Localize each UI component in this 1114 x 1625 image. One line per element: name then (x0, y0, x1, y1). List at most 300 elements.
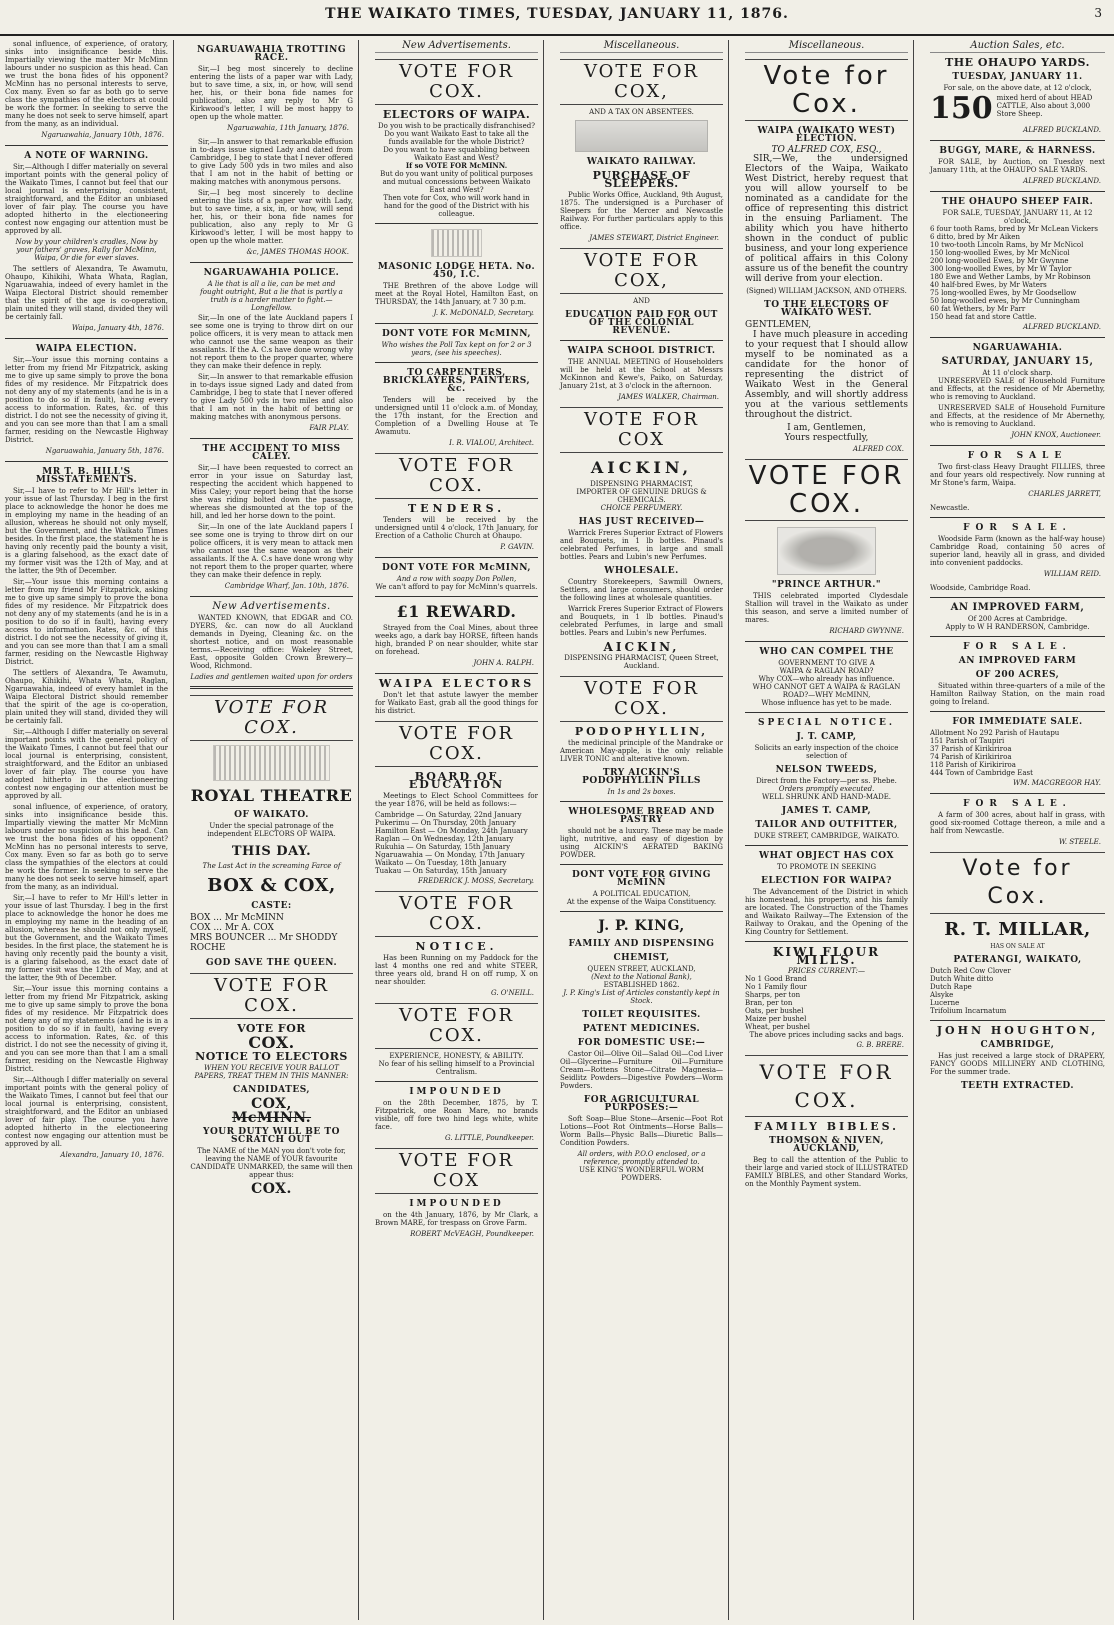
sheep-row: 200 long-woolled Ewes, by Mr Gwynne (930, 257, 1069, 265)
letter-text: Sir,—In one of the late Auckland papers I see some one is trying to throw dirt on our police officers, it is very mean to attack men who cannot use the same weapon as their assailants. If the A. C.s have done wrong why not report them to the proper quarter, where they can make their defence in reply. (190, 523, 353, 579)
requisition-addressee: TO ALFRED COX, ESQ., (771, 145, 882, 155)
ad-text: WELL SHRUNK AND HAND-MADE. (761, 793, 892, 801)
requisition-signature: (Signed) WILLIAM JACKSON, AND OTHERS. (746, 287, 907, 295)
impounded-heading: IMPOUNDED (409, 1087, 504, 1097)
ad-signature: WM. MACGREGOR HAY. (1012, 779, 1101, 787)
letter-text: Sir,—Your issue this morning contains a letter from my friend Mr Fitzpatrick, asking me to give up same simply to prove the bona fides of my residence. Mr Fitzpatrick does not deny any of my statements (and he is in a position to do so if in fault), having every access to information. Rates, &c. of this district. I do not see the necessity of giving it, and you can see more than that I am a small farmer, residing on the Newcastle Highway District. (5, 578, 168, 666)
question: If so VOTE FOR McMINN. (405, 161, 508, 170)
ad-text: The above prices including sacks and bags. (749, 1031, 904, 1039)
theatre-date: THIS DAY. (231, 844, 312, 859)
ad-text: WANTED KNOWN, that EDGAR and CO. DYERS, &c. can now do all Auckland demands in Dyeing, Cleaning &c. on the shortest notice, and on most reasonable terms.—Receiving office: Wakeley Street, East, opposite Golden Crown Brewery—Wood, Richmond. (190, 614, 353, 670)
quote: A lie that is all a lie, can be met and fought outright, But a lie that is partly a truth is a harder matter to fight.—Longfellow. (200, 280, 343, 312)
board-row: Pukerimu — On Thursday, 20th January (375, 819, 516, 827)
question: Do you wish to be practically disfranchised? (378, 122, 535, 130)
for-sale-heading: FOR SALE. (963, 523, 1072, 533)
allotment-row: 118 Parish of Kirikiriroa (930, 761, 1016, 769)
ad-signature: JOHN A. RALPH. (473, 659, 534, 667)
ad-text: At the expense of the Waipa Constituency. (566, 898, 717, 906)
notice-instructions: The NAME of the MAN you don't vote for, leaving the NAME of YOUR favourite CANDIDATE UNMARKED, the same will then appear thus: (190, 1147, 353, 1179)
letter-signature: FAIR PLAY. (309, 424, 349, 432)
theatre-play: BOX & COX, (207, 875, 336, 896)
ad-text: And a row with soapy Don Pollen, (396, 575, 517, 583)
question: But do you want unity of political purposes and mutual concessions between Waikato East and West? (380, 170, 533, 194)
for-sale-heading: FOR SALE. (963, 799, 1072, 809)
letter-signature: Cambridge Wharf, Jan. 10th, 1876. (224, 582, 349, 590)
cast-row: COX ... Mr A. COX (190, 923, 274, 933)
ad-text: UNRESERVED SALE of Household Furniture and Effects, at the residence of Mr Abernethy, who is removing to Auckland. (930, 404, 1105, 428)
letter-signature: Ngaruawahia, 11th January, 1876. (227, 124, 349, 132)
ad-text: Of 200 Acres at Cambridge. (967, 615, 1068, 623)
divider (560, 801, 723, 802)
letter-signature: Alexandra, January 10, 1876. (60, 1151, 164, 1159)
theatre-subtitle: OF WAIKATO. (234, 810, 309, 820)
sale-date: SATURDAY, JANUARY 15, (941, 356, 1094, 367)
theatre-caste: CASTE: (251, 901, 292, 911)
school-heading: WAIPA SCHOOL DISTRICT. (567, 346, 716, 356)
column-6 (925, 40, 1110, 1620)
vote-for-cox-banner: Vote for Cox. (745, 59, 908, 121)
divider (375, 1081, 538, 1082)
reply-closing: Yours respectfully, (784, 433, 869, 443)
ad-text: No fear of his selling himself to a Provincial Centralism. (378, 1060, 535, 1076)
camp-heading: JAMES T. CAMP, (781, 806, 872, 816)
buggy-heading: BUGGY, MARE, & HARNESS. (939, 146, 1096, 156)
ad-text: Woodside Farm (known as the half-way house) Cambridge Road, containing 50 acres of superior land, heavily all in grass, and divided into convenient paddocks. (930, 535, 1105, 567)
allotment-row: Allotment No 292 Parish of Hautapu (930, 729, 1060, 737)
divider (190, 686, 353, 689)
domestic-heading: FOR DOMESTIC USE:— (577, 1038, 706, 1048)
tenders-heading: TENDERS. (407, 502, 506, 515)
special-notice-heading: SPECIAL NOTICE. (757, 718, 896, 728)
reward-heading: £1 REWARD. (396, 602, 517, 621)
section-head: New Advertisements. (212, 601, 331, 612)
ad-location: Woodside, Cambridge Road. (930, 584, 1031, 592)
reply-salutation: GENTLEMEN, (745, 320, 812, 330)
ad-text: Warrick Freres Superior Extract of Flowers and Bouquets, in 1 lb bottles. Pinaud's celebrated Perfumes, in large and small bottles. Pears and Lubin's new Perfumes. (560, 605, 723, 637)
divider (930, 636, 1105, 637)
divider (5, 461, 168, 462)
board-row: Rukuhia — On Saturday, 15th January (375, 843, 511, 851)
theatre-tagline: The Last Act in the screaming Farce of (202, 862, 341, 870)
ad-signature: JOHN KNOX, Auctioneer. (1011, 431, 1101, 439)
notice-heading: NOTICE TO ELECTORS (195, 1050, 348, 1063)
reply-text: I have much pleasure in acceding to your request that I should allow myself to be nominated as a candidate for the honor of representing the district of Waikato West in the General Assembly, and will shortly address you at the various settlements throughout the district. (745, 330, 908, 420)
divider (930, 445, 1105, 446)
patent-heading: PATENT MEDICINES. (582, 1024, 701, 1034)
ad-signature: G. B. BRERE. (856, 1041, 904, 1049)
ad-text: Castor Oil—Olive Oil—Salad Oil—Cod Liver Oil—Glycerine—Furniture Oil—Furniture Cream—Rottens Stone—Citrate Magnesia—Seidlitz Powders—Digestive Powders—Worm Powders. (560, 1050, 723, 1090)
dont-vote-heading: DONT VOTE FOR McMINN, (381, 329, 532, 339)
ad-text: USE KING'S WONDERFUL WORM POWDERS. (579, 1166, 704, 1182)
ad-text: on the 28th December, 1875, by T. Fitzpatrick, one Roan Mare, no brands visible, off fore two hind legs white, white face. (375, 1099, 538, 1131)
notice-text: WHEN YOU RECEIVE YOUR BALLOT PAPERS, TREAT THEM IN THIS MANNER: (194, 1064, 349, 1080)
column-5 (740, 40, 914, 1620)
scratch-heading: YOUR DUTY WILL BE TO SCRATCH OUT (203, 1127, 340, 1145)
ad-text: J. P. King's List of Articles constantly kept in Stock. (563, 989, 720, 1005)
divider (745, 641, 908, 642)
ad-text: At 11 o'clock sharp. (982, 369, 1053, 377)
crest-ornament (213, 745, 329, 781)
ad-text: For sale, on the above date, at 12 o'clock, (943, 84, 1092, 92)
for-sale-heading: FOR SALE (967, 451, 1068, 461)
train-illustration (575, 120, 707, 152)
letter-text: Sir,—In answer to that remarkable effusion in to-days issue signed Lady and dated from Cambridge, I beg to state that I never offered to give Lady 500 yds in two miles and also that I am not in the habit of betting or making matches with anonymous persons. (190, 138, 353, 186)
ad-text: Country Storekeepers, Sawmill Owners, Settlers, and large consumers, should order the following lines at wholesale quantities. (560, 578, 723, 602)
letter-text: Sir,—Although I differ materially on several important points with the general policy of the Waikato Times, I cannot but feel that our local journal is enterprising, consistent, straightforward, and the Editor an unbiased lover of fair play. The course you have adopted hitherto in the electioneering contest now engaging our attention must be approved by all. (5, 163, 168, 235)
sheep-heading: THE OHAUPO SHEEP FAIR. (941, 197, 1094, 207)
ad-text: Apply to W H RANDERSON, Cambridge. (945, 623, 1090, 631)
column-heading: Auction Sales, etc. (930, 42, 1105, 53)
ad-signature: W. STEELE. (1058, 838, 1101, 846)
ad-subheading: THOMSON & NIVEN, AUCKLAND, (768, 1136, 885, 1154)
ad-text: QUEEN STREET, AUCKLAND, (587, 965, 696, 973)
education-heading: EDUCATION PAID FOR OUT OF THE COLONIAL REVENUE. (565, 310, 718, 336)
ad-text: TO PROMOTE IN SEEKING (776, 863, 877, 871)
ad-text: Beg to call the attention of the Public to their large and varied stock of ILLUSTRATED FAMILY BIBLES, and other Standard Works, on the Monthly Payment system. (745, 1156, 908, 1188)
ad-text: Orders promptly executed. (778, 785, 875, 793)
vote-for-cox-banner: VOTE FOR COX. (375, 721, 538, 767)
ad-text: DUKE STREET, CAMBRIDGE, WAIKATO. (753, 832, 900, 840)
verse: Now by your children's cradles, Now by your fathers' graves, Rally for McMinn, Waipa, Or die for ever slaves. (15, 238, 158, 262)
ad-text: A farm of 300 acres, about half in grass, with good six-roomed Cottage thereon, a mile and a half from Newcastle. (930, 811, 1105, 835)
allotment-row: 151 Parish of Taupiri (930, 737, 1005, 745)
reply-heading: TO THE ELECTORS OF WAIKATO WEST. (764, 300, 889, 318)
letter-text: Sir,—Your issue this morning contains a letter from my friend Mr Fitzpatrick, asking me to give up same simply to prove the bona fides of my residence. Mr Fitzpatrick does not deny any of my statements (and he is in a position to do so if in fault), having every access to information. Rates, &c. of this district. I do not see the necessity of giving it, and you can see more than that I am a small farmer, residing on the Newcastle Highway District. (5, 356, 168, 444)
ad-text: Direct from the Factory—per ss. Phebe. (756, 777, 897, 785)
divider (745, 941, 908, 942)
ad-signature: ALFRED BUCKLAND. (1023, 323, 1101, 331)
tailor-heading: TAILOR AND OUTFITTER, (755, 820, 898, 830)
divider (930, 517, 1105, 518)
sheep-row: 75 long-woolled Ewes, by Mr Goodsellow (930, 289, 1077, 297)
kiwi-heading: KIWI FLOUR MILLS. (772, 945, 881, 967)
ad-signature: FREDERICK J. MOSS, Secretary. (417, 877, 534, 885)
letter-text: Sir,—I have to refer to Mr Hill's letter in your issue of last Thursday. I beg in the first place to acknowledge the honor he does me in employing my name in the heading of an allusion, whereas he should not only myself, but the Government, and the Waikato Times besides. In the first place, the statement he is having only recently paid the bounty a visit, is a glaring falsehood, as the exact date of my former visit was the 12th of May, and at the latter, the 9th of December. (5, 487, 168, 575)
column-2 (185, 40, 359, 1620)
ad-text: Has just received a large stock of DRAPERY, FANCY GOODS MILLINERY AND CLOTHING, For the summer trade. (930, 1052, 1105, 1076)
dont-vote-heading: DONT VOTE FOR McMINN, (381, 563, 532, 573)
letter-signature: Waipa, January 4th, 1876. (71, 324, 164, 332)
stallion-heading: "PRINCE ARTHUR." (771, 580, 882, 590)
ad-text: UNRESERVED SALE of Household Furniture and Effects, at the residence of Mr Abernethy, who is removing to Auckland. (930, 377, 1105, 401)
vote-for-cox-banner: Vote for Cox. (930, 852, 1105, 914)
divider (745, 712, 908, 713)
vote-for-cox-banner: VOTE FOR COX, (560, 59, 723, 105)
farm-heading: AN IMPROVED FARM (958, 656, 1077, 666)
ad-text: WAIPA & RAGLAN ROAD? (779, 667, 874, 675)
candidate-mcminn: McMINN. (231, 1110, 312, 1126)
prices-heading: PRICES CURRENT:— (787, 967, 866, 975)
who-heading: WHO CAN COMPEL THE (759, 647, 894, 657)
ad-text: AND A TAX ON ABSENTEES. (589, 108, 694, 116)
ad-text: IMPORTER OF GENUINE DRUGS & CHEMICALS. (576, 488, 707, 504)
carpenters-heading: TO CARPENTERS, BRICKLAYERS, PAINTERS, &c. (382, 368, 531, 394)
tweeds-heading: NELSON TWEEDS, (775, 765, 878, 775)
cox-label: COX. (248, 1033, 295, 1052)
seed-row: Lucerne (930, 999, 960, 1007)
ad-text: Situated within three-quarters of a mile of the Hamilton Railway Station, on the main road going to Ireland. (930, 682, 1105, 706)
board-row: Hamilton East — On Monday, 24th January (375, 827, 528, 835)
requisition-heading: WAIPA (WAIKATO WEST) ELECTION. (757, 126, 896, 144)
page-number: 3 (1094, 6, 1102, 20)
ad-text: FOR SALE, TUESDAY, JANUARY 11, At 12 o'clock, (942, 209, 1093, 225)
divider (745, 845, 908, 846)
toilet-heading: TOILET REQUISITES. (582, 1010, 701, 1020)
ad-text: THE ANNUAL MEETING of Householders will be held at the School at Messrs McKinnon and Kewe's, Paiko, on Saturday, January 21st, at 3 o'clock in the afternoon. (560, 358, 723, 390)
divider (930, 793, 1105, 794)
ad-text: Strayed from the Coal Mines, about three weeks ago, a dark bay HORSE, fifteen hands high, branded P on near shoulder, white star on forehead. (375, 624, 538, 656)
page-title: THE WAIKATO TIMES, TUESDAY, JANUARY 11, 1876. (325, 6, 789, 22)
divider (5, 338, 168, 339)
vote-for-cox-banner: VOTE FOR COX. (375, 1003, 538, 1049)
column-heading: New Advertisements. (375, 42, 538, 53)
bibles-heading: FAMILY BIBLES. (754, 1120, 899, 1133)
sheep-row: 60 fat Wethers, by Mr Parr (930, 305, 1026, 313)
sleepers-heading: PURCHASE OF SLEEPERS. (592, 169, 691, 190)
teeth-heading: TEETH EXTRACTED. (960, 1081, 1075, 1091)
ad-text: Has been Running on my Paddock for the last 4 months one red and white STEER, three years old, brand H on off rump, X on near shoulder. (375, 954, 538, 986)
price-row: No 1 Good Brand (745, 975, 807, 983)
divider (930, 337, 1105, 338)
ad-text: Soft Soap—Blue Stone—Arsenic—Foot Rot Lotions—Foot Rot Ointments—Horse Balls—Worm Balls—Physic Balls—Diuretic Balls—Condition Powders. (560, 1115, 723, 1147)
ad-text: Whose influence has yet to be made. (761, 699, 892, 707)
sheep-row: 300 long-woolled Ewes, by Mr W Taylor (930, 265, 1072, 273)
ad-subheading: FAMILY AND DISPENSING (568, 939, 715, 949)
ad-text: mixed herd of about HEAD CATTLE, Also about 3,000 Store Sheep. (996, 94, 1093, 118)
masthead (0, 0, 1114, 36)
seed-row: Dutch White ditto (930, 975, 994, 983)
letter-text: The settlers of Alexandra, Te Awamutu, Ohaupo, Kihikihi, Whata Whata, Raglan, Ngaruawahia, indeed of every hamlet in the Waipa Electoral District should remember that the spirit of the age is co-operation, plain united they will stand, divided they will be certainly fall. (5, 669, 168, 725)
camp-heading: J. T. CAMP, (796, 732, 857, 742)
millar-heading: R. T. MILLAR, (944, 919, 1091, 940)
price-row: Wheat, per bushel (745, 1023, 810, 1031)
divider (930, 711, 1105, 712)
reply-closing: I am, Gentlemen, (787, 423, 866, 433)
divider (375, 596, 538, 597)
divider (5, 145, 168, 146)
vote-for-cox-banner: VOTE FOR COX. (375, 59, 538, 105)
masonic-heading: MASONIC LODGE HETA. No. 450, I.C. (377, 262, 536, 280)
railway-heading: WAIKATO RAILWAY. (586, 157, 697, 167)
divider (930, 1020, 1105, 1021)
sheep-row: 6 ditto, bred by Mr Aiken (930, 233, 1020, 241)
ad-text: Two first-class Heavy Draught FILLIES, three and four years old respectively. Now running at Mr Stone's farm, Waipa. (930, 463, 1105, 487)
ad-text: We can't afford to pay for McMinn's quarrels. (375, 583, 538, 591)
ad-text: AND (633, 297, 650, 305)
vote-for-cox-banner: VOTE FOR COX. (375, 453, 538, 499)
farm-heading: OF 200 ACRES, (975, 670, 1060, 680)
headline-waipa-election: WAIPA ELECTION. (35, 344, 138, 354)
for-sale-heading: FOR SALE. (963, 642, 1072, 652)
ad-text: All orders, with P.O.O enclosed, or a reference, promptly attended to. (577, 1150, 706, 1166)
ad-text: DISPENSING PHARMACIST, (590, 480, 693, 488)
ad-text: THE Brethren of the above Lodge will meet at the Royal Hotel, Hamilton East, on THURSDAY, the 14th January, at 7 30 p.m. (375, 282, 538, 306)
impounded-heading: IMPOUNDED (409, 1199, 504, 1209)
ad-location: Newcastle. (930, 504, 970, 512)
vote-for-cox-banner: VOTE FOR COX. (745, 1055, 908, 1117)
notice-heading: NOTICE. (415, 940, 498, 953)
ad-signature: J. K. McDONALD, Secretary. (433, 309, 534, 317)
requisition-text: SIR,—We, the undersigned Electors of the Waipa, Waikato West District, hereby request that you will allow yourself to be nominated as a candidate for the office of representing this district in the ensuing Parliament. The ability which you have hitherto shown in the conduct of public business, and your long experience of political affairs in this Colony assure us of the benefit the country will derive from your election. (745, 154, 908, 284)
price-row: No 1 Family flour (745, 983, 807, 991)
ad-text: HAS ON SALE AT (990, 943, 1045, 950)
ad-text: Tenders will be received by the undersigned until 11 o'clock a.m. of Monday, the 17th instant, for the Erection and Completion of a Dwelling House at Te Awamutu. (375, 396, 538, 436)
divider (930, 140, 1105, 141)
ad-signature: G. LITTLE, Poundkeeper. (445, 1134, 534, 1142)
divider (375, 673, 538, 674)
vote-for-cox-banner: VOTE FOR COX, (560, 248, 723, 294)
ad-text: In 1s and 2s boxes. (607, 788, 676, 796)
headline-police: NGARUAWAHIA POLICE. (203, 268, 340, 278)
letter-text: sonal influence, of experience, of oratory, sinks into insignificance beside this. Impartially viewing the matter Mr McMinn labours under no suspicion as this head. Can we trust the bona fides of his opponent? McMinn has no personal interests to serve, Cox many. Even so far as both go to serve class the sympathies of the electors at could be work the former. In seeking to serve the many he does not seek to serve himself, apart from the many, as an individual. (5, 40, 168, 128)
allotment-row: 74 Parish of Kirikiriroa (930, 753, 1012, 761)
board-heading: BOARD OF EDUCATION (408, 770, 505, 791)
ad-signature: JAMES WALKER, Chairman. (618, 393, 719, 401)
ad-signature: ROBERT McVEAGH, Poundkeeper. (410, 1230, 534, 1238)
cattle-count: 150 (930, 94, 993, 124)
vote-for-cox-banner: VOTE FOR COX. (190, 695, 353, 741)
ad-text: Why COX—who already has influence. (758, 675, 895, 683)
letter-text: Sir,—Although I differ materially on several important points with the general policy of the Waikato Times, I cannot but feel that our local journal is enterprising, consistent, straightforward, and the Editor an unbiased lover of fair play. The course you have adopted hitherto in the electioneering contest now engaging our attention must be approved by all. (5, 1076, 168, 1148)
letter-text: Sir,—Your issue this morning contains a letter from my friend Mr Fitzpatrick, asking me to give up same simply to prove the bona fides of my residence. Mr Fitzpatrick does not deny any of my statements (and he is in a position to do so if in fault), having every access to information. Rates, &c. of this district. I do not see the necessity of giving it, and you can see more than that I am a small farmer, residing on the Newcastle Highway District. (5, 985, 168, 1073)
divider (560, 864, 723, 865)
ad-signature: G. O'NEILL. (491, 989, 534, 997)
ad-text: should not be a luxury. These may be made light, nutritive, and easy of digestion by using AICKIN'S AERATED BAKING POWDER. (560, 827, 723, 859)
ad-text: DISPENSING PHARMACIST, Queen Street, Auckland. (564, 654, 719, 670)
price-row: Maize per bushel (745, 1015, 807, 1023)
cattle-block (930, 94, 1105, 124)
seed-row: Dutch Rape (930, 983, 972, 991)
vote-for-cox-banner: VOTE FOR COX (375, 1148, 538, 1194)
divider (930, 191, 1105, 192)
price-row: Oats, per bushel (745, 1007, 804, 1015)
yards-heading: THE OHAUPO YARDS. (945, 56, 1090, 69)
divider (375, 557, 538, 558)
sheep-row: 150 long-woolled Ewes, by Mr McNicol (930, 249, 1070, 257)
agri-heading: FOR AGRICULTURAL PURPOSES:— (583, 1095, 700, 1113)
aickin-heading: AICKIN, (590, 458, 693, 477)
houghton-heading: JOHN HOUGHTON, (936, 1024, 1099, 1037)
ad-text: Don't let that astute lawyer the member for Waikato East, grab all the good things for his district. (375, 691, 538, 715)
letter-signature: Ngaruawahia, January 10th, 1876. (41, 131, 164, 139)
column-heading: Miscellaneous. (745, 42, 908, 53)
price-row: Sharps, per ton (745, 991, 801, 999)
candidates-heading: CANDIDATES, (232, 1085, 311, 1095)
electors-heading: ELECTORS OF WAIPA. (382, 108, 531, 121)
headline-note-of-warning: A NOTE OF WARNING. (24, 151, 149, 161)
masonic-emblem (431, 229, 482, 257)
board-row: Tuakau — On Saturday, 15th January (375, 867, 507, 875)
board-row: Waikato — On Tuesday, 18th January (375, 859, 507, 867)
ad-signature: JAMES STEWART, District Engineer. (589, 234, 719, 242)
ad-subheading: TRY AICKIN'S PODOPHYLLIN PILLS (582, 768, 701, 786)
letter-text: Sir,—I beg most sincerely to decline entering the lists of a paper war with Lady, but to save time, a six, in, or how, will send her, his, or their bona fide names for publication, also any reply to Mr G Kirkwood's letter, I will be most happy to open up the whole matter. (190, 65, 353, 121)
letter-text: Sir,—Although I differ materially on several important points with the general policy of the Waikato Times, I cannot but feel that our local journal is enterprising, consistent, straightforward, and the Editor an unbiased lover of fair play. The course you have adopted hitherto in the electioneering contest now engaging our attention must be approved by all. (5, 728, 168, 800)
ad-text: WHO CANNOT GET A WAIPA & RAGLAN ROAD?—WHY McMINN, (752, 683, 901, 699)
farm-heading: AN IMPROVED FARM, (950, 602, 1085, 613)
immediate-sale-heading: FOR IMMEDIATE SALE. (952, 717, 1083, 727)
ad-subheading: CAMBRIDGE, (980, 1040, 1055, 1050)
sheep-row: 10 two-tooth Lincoln Rams, by Mr McNicol (930, 241, 1084, 249)
object-heading: ELECTION FOR WAIPA? (761, 876, 892, 886)
letter-text: sonal influence, of experience, of oratory, sinks into insignificance beside this. Impartially viewing the matter Mr McMinn labours under no suspicion as this head. Can we trust the bona fides of his opponent? McMinn has no personal interests to serve, Cox many. Even so far as both go to serve class the sympathies of the electors at could be work the former. In seeking to serve the many he does not seek to serve himself, apart from the many, as an individual. (5, 803, 168, 891)
letter-signature: Ngaruawahia, January 5th, 1876. (45, 447, 164, 455)
ad-text: Tenders will be received by the undersigned until 4 o'clock, 17th January, for Erection of a Catholic Church at Ohaupo. (375, 516, 538, 540)
ad-subheading: HAS JUST RECEIVED— (578, 517, 705, 527)
ad-text: Solicits an early inspection of the choice selection of (754, 744, 899, 760)
sheep-row: 40 half-bred Ewes, by Mr Waters (930, 281, 1047, 289)
sheep-row: 6 four tooth Rams, bred by Mr McLean Vickers (930, 225, 1098, 233)
divider (375, 323, 538, 324)
ad-text: ESTABLISHED 1862. (603, 981, 680, 989)
divider (190, 596, 353, 597)
object-heading: WHAT OBJECT HAS COX (759, 851, 894, 861)
ad-text: Who wishes the Poll Tax kept on for 2 or 3 years, (see his speeches). (381, 341, 532, 357)
divider (560, 340, 723, 341)
column-4 (555, 40, 729, 1620)
letter-text: Sir,—I beg most sincerely to decline entering the lists of a paper war with Lady, but to save time, a six, in, or how, will send her, his, or their bona fide names for publication, also any reply to Mr G Kirkwood's letter, I will be most happy to open up the whole matter. (190, 189, 353, 245)
board-row: Ngaruawahia — On Monday, 17th January (375, 851, 525, 859)
price-row: Bran, per ton (745, 999, 793, 1007)
theatre-anthem: GOD SAVE THE QUEEN. (205, 958, 338, 968)
ad-text: on the 4th January, 1876, by Mr Clark, a Brown MARE, for trespass on Grove Farm. (375, 1211, 538, 1227)
dont-vote-heading: DONT VOTE FOR GIVING McMINN (572, 870, 711, 888)
cast-row: BOX ... Mr McMINN (190, 913, 284, 923)
podophyllin-heading: PODOPHYLLIN, (574, 725, 709, 738)
ad-text: Public Works Office, Auckland, 9th August, 1875. The undersigned is a Purchaser of Sleepers for the Mercer and Newcastle Railway. For further particulars apply to this office. (560, 191, 723, 231)
ad-signature: P. GAVIN. (500, 543, 534, 551)
column-heading: Miscellaneous. (560, 42, 723, 53)
divider (375, 223, 538, 224)
waipa-electors-heading: WAIPA ELECTORS (378, 677, 535, 690)
vote-for-cox-banner: VOTE FOR COX. (560, 676, 723, 722)
headline-accident: THE ACCIDENT TO MISS CALEY. (202, 444, 341, 462)
vote-for-cox-banner: VOTE FOR COX. (375, 891, 538, 937)
theatre-patronage: Under the special patronage of the independent ELECTORS OF WAIPA. (207, 822, 336, 838)
headline-trotting-race: NGARUAWAHIA TROTTING RACE. (196, 45, 347, 63)
seed-row: Dutch Red Cow Clover (930, 967, 1011, 975)
theatre-title: ROYAL THEATRE (190, 786, 353, 805)
cast-row: MRS BOUNCER ... Mr SHODDY ROCHE (190, 933, 338, 953)
ad-signature: ALFRED BUCKLAND. (1023, 177, 1101, 185)
ad-text: THIS celebrated imported Clydesdale Stallion will travel in the Waikato as under this season, and serve a limited number of mares. (745, 592, 908, 624)
vote-for-label: VOTE FOR (237, 1022, 306, 1035)
divider (930, 597, 1105, 598)
sheep-row: 50 long-woolled ewes, by Mr Cunningham (930, 297, 1080, 305)
letter-text: Sir,—I have been requested to correct an error in your issue on Saturday last, respecting the accident which happened to Miss Caley; your report being that the horse she was riding bolted down the passage, whereas she dismounted at the top of the hill, and led her horse down to the point. (190, 464, 353, 520)
ad-text: Meetings to Elect School Committees for the year 1876, will be held as follows:— (375, 792, 538, 808)
ad-text: FOR SALE, by Auction, on Tuesday next January 11th, at the OHAUPO SALE YARDS. (930, 158, 1105, 174)
column-3 (370, 40, 544, 1620)
vote-for-cox-banner: VOTE FOR COX. (190, 973, 353, 1019)
headline-hill-misstatements: MR T. B. HILL'S MISSTATEMENTS. (35, 467, 138, 485)
wholesale-heading: WHOLESALE. (604, 566, 679, 576)
ad-subheading: CHEMIST, (613, 953, 670, 963)
letter-signature: &c, JAMES THOMAS HOOK. (246, 248, 349, 256)
ad-subheading: TUESDAY, JANUARY 11. (952, 72, 1083, 82)
board-row: Cambridge — On Saturday, 22nd January (375, 811, 522, 819)
divider (560, 911, 723, 912)
bread-heading: WHOLESOME BREAD AND PASTRY (568, 807, 715, 825)
divider (375, 362, 538, 363)
ad-signature: WILLIAM REID. (1043, 570, 1101, 578)
ngaruawahia-heading: NGARUAWAHIA. (972, 343, 1063, 353)
question: Do you want Waikato East to take all the funds available for the whole District? (384, 130, 529, 146)
horse-illustration (777, 527, 877, 575)
king-heading: J. P. KING, (598, 918, 685, 934)
seed-row: Alsyke (930, 991, 954, 999)
ad-signature: I. R. VIALOU, Architect. (449, 439, 534, 447)
